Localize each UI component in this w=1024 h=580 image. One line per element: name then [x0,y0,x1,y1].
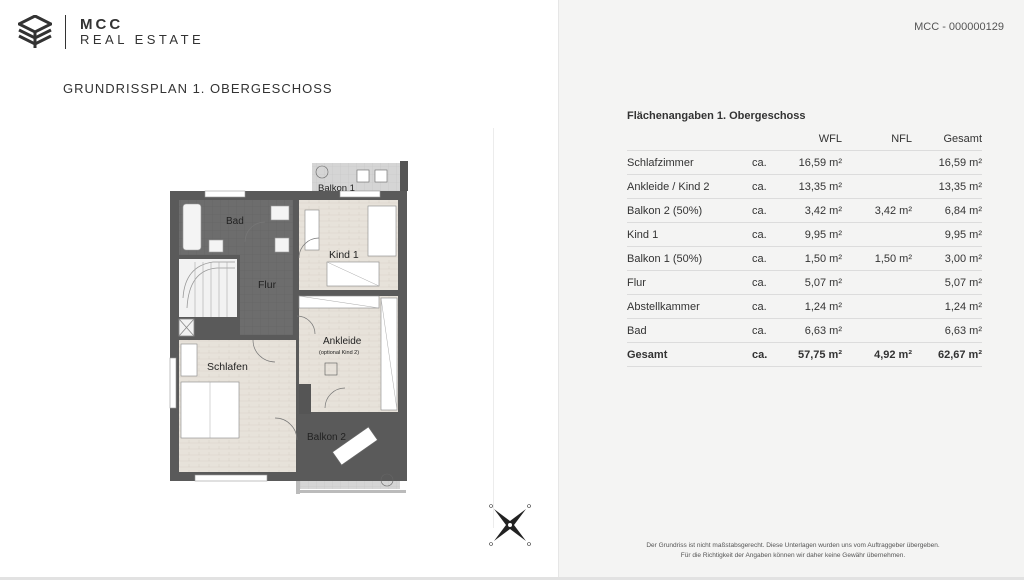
divider-line [493,128,494,528]
table-total-row: Gesamt ca. 57,75 m² 4,92 m² 62,67 m² [627,343,982,367]
header-wfl: WFL [792,127,842,151]
disclaimer-line1: Der Grundriss ist nicht maßstabsgerecht. Diese Unterlagen wurden uns vom Auftraggeber übergeben. [646,542,940,549]
table-row: Kind 1 ca. 9,95 m² 9,95 m² [627,223,982,247]
table-header-row [627,127,982,151]
plan-title: GRUNDRISSPLAN 1. OBERGESCHOSS [63,81,333,96]
mcc-logo-icon [18,15,52,49]
room-label-flur: Flur [258,279,277,291]
brand-name [80,17,204,47]
table-row: Ankleide / Kind 2 ca. 13,35 m² 13,35 m² [627,175,982,199]
table-row: Abstellkammer ca. 1,24 m² 1,24 m² [627,295,982,319]
room-label-ankleide-note: (optional Kind 2) [319,350,360,356]
hallway-floor [240,255,293,335]
table-row: Flur ca. 5,07 m² 5,07 m² [627,271,982,295]
header-nfl: NFL [842,127,912,151]
room-label-balkon2: Balkon 2 [307,432,346,443]
brand-line2: REAL ESTATE [80,32,205,47]
room-label-schlafen: Schlafen [207,361,248,373]
room-label-ankleide: Ankleide [323,336,362,347]
table-row: Balkon 2 (50%) ca. 3,42 m² 3,42 m² 6,84 m² [627,199,982,223]
logo-divider [65,15,66,49]
brand-line1: MCC [80,16,124,33]
room-label-bad: Bad [226,216,244,227]
table-row: Balkon 1 (50%) ca. 1,50 m² 1,50 m² 3,00 m² [627,247,982,271]
area-table [627,110,982,367]
table-caption: Flächenangaben 1. Obergeschoss [627,110,806,122]
table-row: Bad ca. 6,63 m² 6,63 m² [627,319,982,343]
floor-plan [165,158,415,498]
header-gesamt: Gesamt [912,127,982,151]
room-label-kind1: Kind 1 [329,249,359,261]
room-label-balkon1: Balkon 1 [318,183,355,194]
disclaimer-line2: Für die Richtigkeit der Angaben können wir daher keine Gewähr übernehmen. [680,552,906,559]
table-row: Schlafzimmer ca. 16,59 m² 16,59 m² [627,151,982,175]
table-caption-row [627,110,982,127]
disclaimer [628,541,958,561]
reference-number: MCC - 000000129 [914,21,1004,33]
